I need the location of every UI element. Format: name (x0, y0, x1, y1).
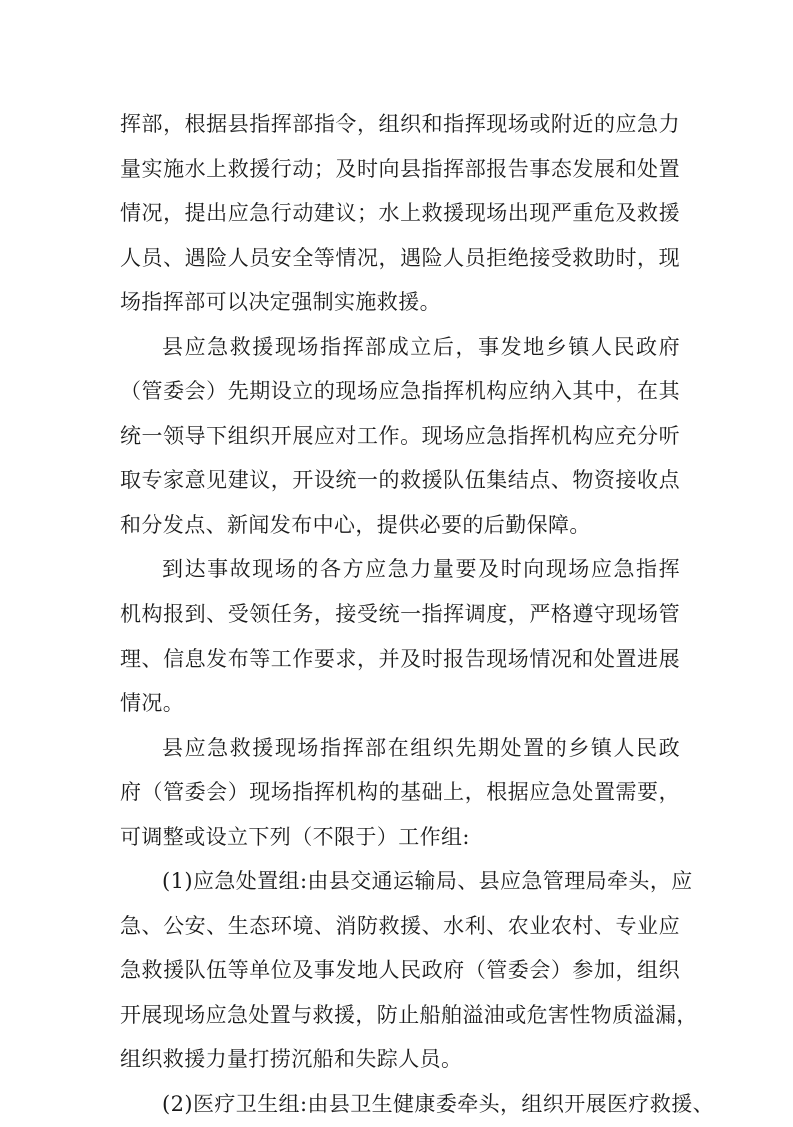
text-line: 机构报到、受领任务，接受统一指挥调度，严格遵守现场管 (120, 602, 680, 627)
text-line: 情况，提出应急行动建议；水上救援现场出现严重危及救援 (120, 201, 680, 226)
text-line: 府（管委会）现场指挥机构的基础上，根据应急处置需要， (120, 780, 680, 805)
text-line: 开展现场应急处置与救援，防止船舶溢油或危害性物质溢漏， (120, 1002, 698, 1027)
text-line: 挥部，根据县指挥部指令，组织和指挥现场或附近的应急力 (120, 112, 680, 136)
text-line: (2)医疗卫生组:由县卫生健康委牵头，组织开展医疗救援、 (162, 1092, 715, 1117)
document-body (120, 102, 715, 1127)
text-line: 急、公安、生态环境、消防救援、水利、农业农村、专业应 (120, 913, 680, 938)
text-line: (1)应急处置组:由县交通运输局、县应急管理局牵头，应 (162, 869, 693, 894)
text-line: 场指挥部可以决定强制实施救援。 (120, 290, 441, 315)
text-line: 急救援队伍等单位及事发地人民政府（管委会）参加，组织 (120, 958, 680, 983)
text-line: 可调整或设立下列（不限于）工作组: (120, 824, 470, 849)
text-line: 县应急救援现场指挥部成立后，事发地乡镇人民政府 (162, 334, 680, 359)
text-line: 人员、遇险人员安全等情况，遇险人员拒绝接受救助时，现 (120, 245, 680, 270)
text-line: 情况。 (120, 691, 185, 716)
text-line: 量实施水上救援行动；及时向县指挥部报告事态发展和处置 (120, 156, 680, 181)
text-line: 组织救援力量打捞沉船和失踪人员。 (120, 1047, 463, 1072)
text-line: （管委会）先期设立的现场应急指挥机构应纳入其中，在其 (120, 379, 680, 404)
text-line: 统一领导下组织开展应对工作。现场应急指挥机构应充分听 (120, 423, 680, 448)
text-line: 取专家意见建议，开设统一的救援队伍集结点、物资接收点 (120, 468, 680, 493)
text-line: 理、信息发布等工作要求，并及时报告现场情况和处置进展 (120, 646, 680, 671)
text-line: 到达事故现场的各方应急力量要及时向现场应急指挥 (162, 557, 680, 582)
text-line: 县应急救援现场指挥部在组织先期处置的乡镇人民政 (162, 735, 680, 760)
text-line: 和分发点、新闻发布中心，提供必要的后勤保障。 (120, 512, 591, 537)
